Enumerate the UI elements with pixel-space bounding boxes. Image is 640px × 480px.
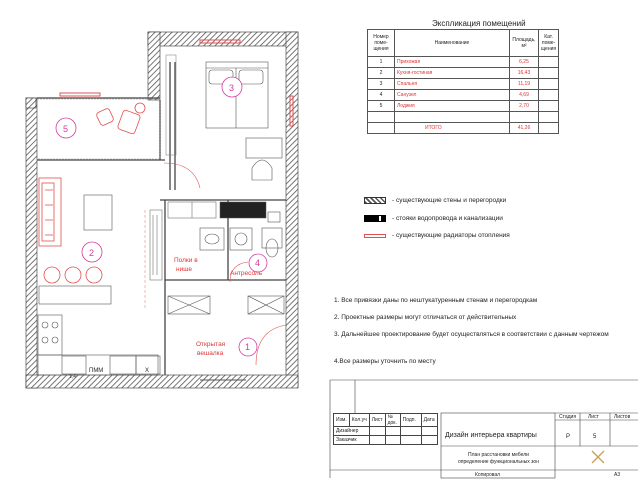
sheet-header: Лист	[588, 414, 599, 420]
table-row: 5 Лоджия 2,70	[368, 101, 559, 112]
mezzanine-label: Антресоль	[230, 270, 263, 277]
note-4: 4.Все размеры уточнить по месту	[334, 358, 436, 365]
stage-value: Р	[566, 434, 571, 440]
table-row: 1 Прихожая 6,25	[368, 57, 559, 68]
stage-header: Стадия	[559, 414, 577, 420]
table-row: 3 Спальня 11,19	[368, 79, 559, 90]
subtitle-2: определение функциональных зон	[458, 459, 539, 465]
designer-label: Дизайнер	[334, 427, 370, 436]
shelves-label-2: нише	[176, 266, 193, 273]
format-label: А3	[614, 472, 621, 478]
col-area: Площадь, м²	[510, 30, 539, 57]
col-number: Номер поме-щения	[368, 30, 395, 57]
note-2: 2. Проектные размеры могут отличаться от действительных	[334, 314, 517, 321]
sink-number: 1,4	[69, 374, 76, 380]
copied-label: Копировал	[475, 472, 501, 478]
revision-table: Изм. Кол.уч Лист № док. Подп. Дата Дизайнер Заказчик	[333, 413, 438, 445]
legend-risers: - стояки водопровода и канализации	[364, 215, 503, 222]
room-5-number: 5	[63, 124, 69, 134]
legend-walls: - существующие стены и перегородки	[364, 197, 506, 204]
table-row: 2 Кухня-гостиная 16,43	[368, 68, 559, 79]
note-3: 3. Дальнейшее проектирование будет осуществляться в соответствии с данным чертежом	[334, 331, 609, 338]
shelves-label-1: Полки в	[174, 257, 198, 264]
col-name: Наименование	[395, 30, 510, 57]
hanger-label-1: Открытая	[196, 341, 226, 348]
subtitle-1: План расстановки мебели	[468, 452, 529, 458]
project-title: Дизайн интерьера квартиры	[445, 432, 537, 439]
studio-logo	[592, 451, 604, 463]
explication-title: Экспликация помещений	[432, 19, 526, 28]
total-row: ИТОГО 41,26	[368, 123, 559, 134]
fridge-label: Х	[145, 368, 150, 374]
col-category: Кат. поме-щения	[539, 30, 559, 57]
room-2-number: 2	[89, 248, 95, 258]
note-1: 1. Все привязки даны по нештукатуренным стенам и перегородкам	[334, 297, 538, 304]
table-row: 4 Санузел 4,69	[368, 90, 559, 101]
room-3-number: 3	[229, 83, 235, 93]
customer-label: Заказчик	[334, 436, 370, 445]
legend-radiators: - существующие радиаторы отопления	[364, 232, 510, 239]
room-4-number: 4	[255, 258, 261, 268]
room-1-number: 1	[245, 342, 251, 352]
sheets-header: Листов	[614, 414, 631, 420]
hanger-label-2: вешалка	[197, 350, 224, 357]
dishwasher-label: ПММ	[89, 368, 104, 374]
sheet-value: 5	[593, 434, 597, 440]
